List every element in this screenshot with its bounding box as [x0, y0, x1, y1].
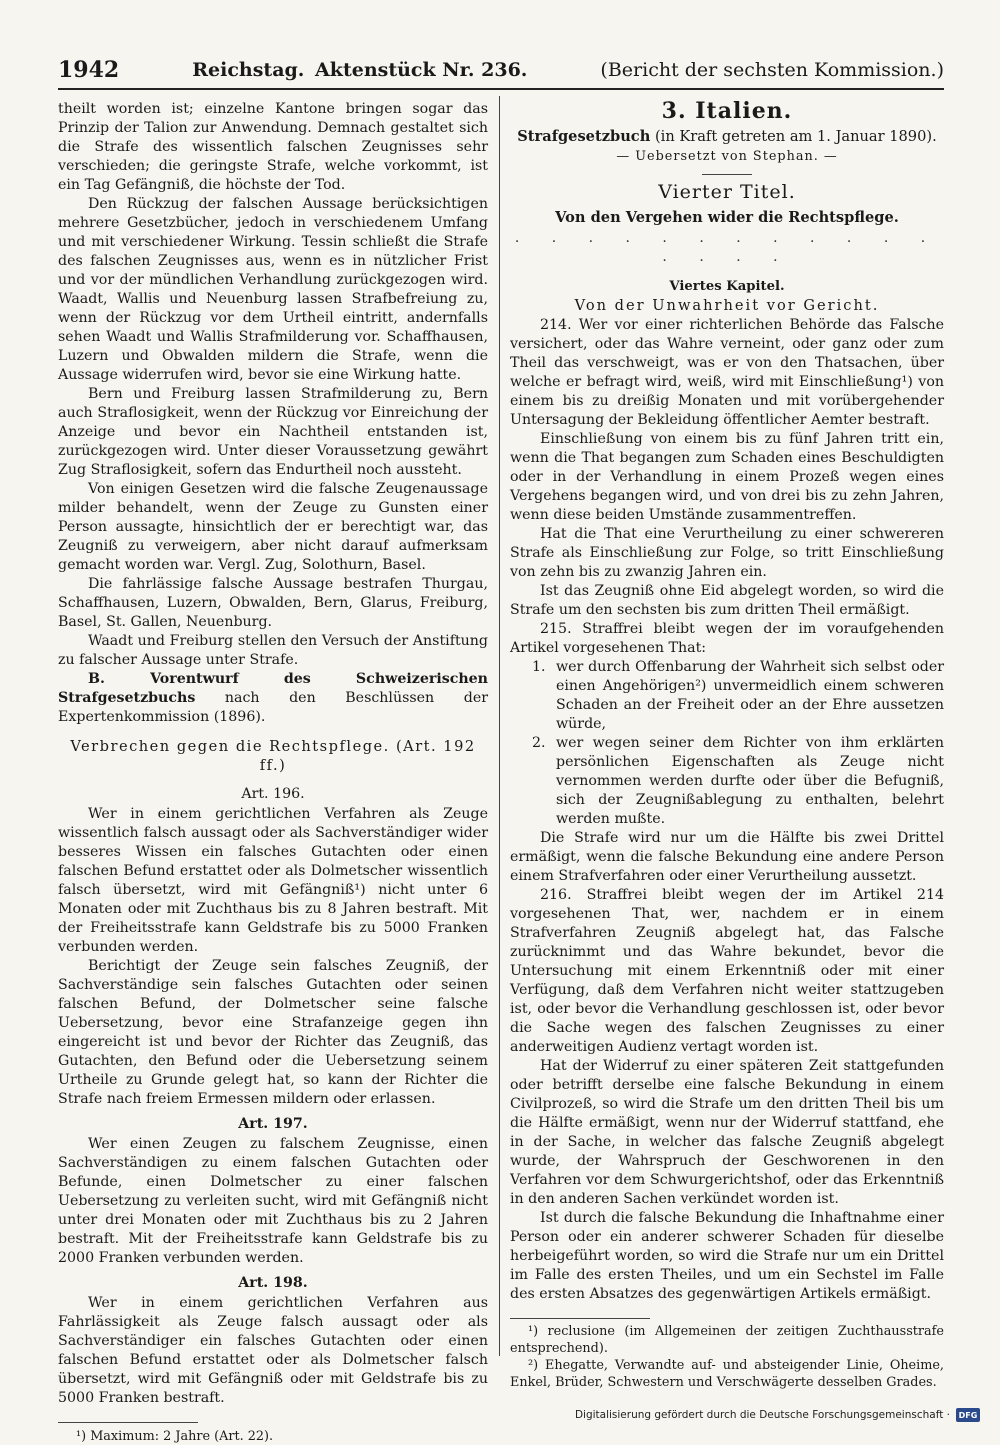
- paragraph: Die Strafe wird nur um die Hälfte bis zwei Drittel ermäßigt, wenn die falsche Bekundung eine andere Person einem Strafverfahren oder einer Verurtheilung aussetzt.: [510, 830, 944, 884]
- page-header: [58, 52, 944, 88]
- paragraph: Wer einen Zeugen zu falschem Zeugnisse, einen Sachverständigen zu einem falschen Gutachten oder Befunde, einen Dolmetscher zu einer falschen Uebersetzung zu verleiten sucht, wird mit Gefängniß nicht unter drei Monaten oder mit Zuchthaus bis zu 2 Jahren bestraft. Mit der Freiheitsstrafe kann Geldstrafe bis zu 2000 Franken verbunden werden.: [58, 1136, 488, 1266]
- law-name: Strafgesetzbuch: [517, 128, 651, 145]
- paragraph: 215. Straffrei bleibt wegen der im voraufgehenden Artikel vorgesehenen That:: [510, 621, 944, 656]
- numbered-list: [510, 658, 944, 829]
- header-rule: [58, 88, 944, 90]
- article-heading: Art. 196.: [241, 786, 305, 802]
- right-column: [510, 100, 944, 1391]
- paragraph: Berichtigt der Zeuge sein falsches Zeugniß, der Sachverständige sein falsches Gutachten oder seinen falschen Befund, der Dolmetscher seine falsche Uebersetzung, bevor eine Strafanzeige gegen ihn eingereicht ist und bevor der Richter das Zeugniß, das Gutachten, den Befund oder die Uebersetzung seinem Urtheile zu Grunde gelegt hat, so kann der Richter die Strafe nach freiem Ermessen mildern oder erlassen.: [58, 958, 488, 1107]
- article-heading: Art. 197.: [238, 1116, 308, 1132]
- divider: [702, 174, 752, 175]
- list-item: 2. wer wegen seiner dem Richter von ihm erklärten persönlichen Eigenschaften als Zeuge nicht vernommen werden durfte oder über die Befugniß, sich der Zeugnißablegung zu enthalten, belehrt werden mußte.: [550, 734, 944, 829]
- paragraph: Ist das Zeugniß ohne Eid abgelegt worden, so wird die Strafe um den sechsten bis zum dritten Theil ermäßigt.: [510, 583, 944, 618]
- left-column: [58, 100, 488, 1445]
- footnote-rule: [58, 1422, 198, 1423]
- footnote-text: ²) Ehegatte, Verwandte auf- und absteigender Linie, Oheime, Enkel, Brüder, Schwestern und Verschwägerte desselben Grades.: [510, 1358, 944, 1390]
- ellipsis-dots: · · · · · · · · · · · · · · · ·: [514, 234, 940, 269]
- paragraph: Hat der Widerruf zu einer späteren Zeit stattgefunden oder betrifft derselbe eine falsche Bekundung in einem Civilprozeß, so wird die Strafe um den dritten Theil bis um die Hälfte ermäßigt, wenn nur der Widerruf stattfand, ehe in der Sache, in welcher das falsche Zeugniß abgelegt wurde, der Wahrspruch der Geschworenen in den Verfahren vor dem Schwurgerichtshof, oder das Erkenntniß in den anderen Sachen verkündet worden ist.: [510, 1058, 944, 1207]
- footnote-rule: [510, 1318, 650, 1319]
- header-title-group: [192, 59, 527, 81]
- title-heading: Vierter Titel.: [658, 181, 796, 203]
- section-heading: 3. Italien.: [661, 98, 793, 124]
- chapter-subheading: Von der Unwahrheit vor Gericht.: [574, 297, 880, 314]
- section-b-rest: nach den Beschlüssen der Expertenkommission (1896).: [58, 690, 488, 725]
- paragraph: 216. Straffrei bleibt wegen der im Artikel 214 vorgesehenen That, wer, nachdem er in einem Strafverfahren Zeugniß abgelegt hat, das Falsche zurücknimmt und das Wahre bekundet, bevor die Untersuchung mit einem Erkenntniß oder mit einer Verfügung, daß dem Verfahren nicht weiter stattzugeben ist, oder bevor die Verhandlung geschlossen ist, oder bevor die Sache wegen des falschen Zeugnisses zu einer anderweitigen Audienz vertagt worden ist.: [510, 887, 944, 1055]
- footnote-text: ¹) reclusione (im Allgemeinen der zeitigen Zuchthausstrafe entsprechend).: [510, 1324, 944, 1356]
- paragraph: Die fahrlässige falsche Aussage bestrafen Thurgau, Schaffhausen, Luzern, Obwalden, Bern, Glarus, Freiburg, Basel, St. Gallen, Neuenburg.: [58, 576, 488, 630]
- paragraph: Einschließung von einem bis zu fünf Jahren tritt ein, wenn die That begangen zum Schaden eines Beschuldigten oder in der Verhandlung in einem Prozeß wegen eines Vergehens begangen wird, und von drei bis zu zehn Jahren, wenn diese beiden Umstände zusammentreffen.: [510, 431, 944, 523]
- chapter-heading: Viertes Kapitel.: [669, 279, 785, 294]
- paragraph: Wer in einem gerichtlichen Verfahren als Zeuge wissentlich falsch aussagt oder als Sachverständiger wider besseres Wissen ein falsches Gutachten oder einen falschen Befund erstattet oder als Dolmetscher wissentlich falsch übersetzt, wird mit Gefängniß¹) nicht unter 6 Monaten oder mit Zuchthaus bis zu 8 Jahren bestraft. Mit der Freiheitsstrafe kann Geldstrafe bis zu 5000 Franken verbunden werden.: [58, 806, 488, 955]
- law-date: (in Kraft getreten am 1. Januar 1890).: [654, 128, 937, 145]
- law-title: [510, 127, 944, 146]
- section-b-subtitle: Verbrechen gegen die Rechtspflege. (Art. 192 ff.): [70, 738, 476, 774]
- paragraph: 214. Wer vor einer richterlichen Behörde das Falsche versichert, oder das Wahre verneint, oder ganz oder zum Theil das verschweigt, was er von den Thatsachen, über welche er befragt wird, weiß, wird mit Einschließung¹) von einem bis zu dreißig Monaten und mit vorübergehender Untersagung der Bekleidung öffentlicher Aemter bestraft.: [510, 317, 944, 428]
- paragraph: Den Rückzug der falschen Aussage berücksichtigen mehrere Gesetzbücher, jedoch in verschiedenem Umfang und mit verschiedener Wirkung. Tessin schließt die Strafe des falschen Zeugnisses aus, wenn es in nützlicher Frist und vor der mündlichen Verhandlung zurückgezogen wird. Waadt, Wallis und Neuenburg lassen Strafbefreiung zu, wenn der Rückzug vor dem Urtheil eintritt, andernfalls sehen Waadt und Wallis Strafmilderung vor. Schaffhausen, Luzern und Obwalden mildern die Strafe, wenn die Aussage widerrufen wird, bevor sie eine Wirkung hatte.: [58, 196, 488, 383]
- article-heading: Art. 198.: [238, 1275, 308, 1291]
- paragraph: Hat die That eine Verurtheilung zu einer schwereren Strafe als Einschließung zur Folge, so tritt Einschließung von zehn bis zu zwanzig Jahren ein.: [510, 526, 944, 580]
- translator-note: — Uebersetzt von Stephan. —: [616, 149, 838, 164]
- paragraph: Ist durch die falsche Bekundung die Inhaftnahme einer Person oder ein anderer schwerer Schaden für dieselbe herbeigeführt worden, so wird die Strafe nur um ein Drittel im Falle des ersten Theiles, und um ein Sechstel im Falle des ersten Absatzes des gegenwärtigen Artikels ermäßigt.: [510, 1210, 944, 1302]
- footnote: [58, 1428, 488, 1445]
- title-subheading: Von den Vergehen wider die Rechtspflege.: [555, 209, 899, 226]
- digitization-footer: [575, 1408, 980, 1422]
- header-subtitle: (Bericht der sechsten Kommission.): [600, 59, 944, 81]
- section-b-heading: [58, 670, 488, 727]
- header-document: Aktenstück Nr. 236.: [315, 59, 528, 81]
- page-number: 1942: [58, 57, 120, 83]
- dfg-logo-icon: DFG: [956, 1408, 980, 1422]
- paragraph: Wer in einem gerichtlichen Verfahren aus Fahrlässigkeit als Zeuge falsch aussagt oder als Sachverständiger ein falsches Gutachten oder einen falschen Befund erstattet oder als Dolmetscher falsch übersetzt, wird mit Gefängniß oder mit Geldstrafe bis zu 5000 Franken bestraft.: [58, 1295, 488, 1406]
- footnotes: [510, 1323, 944, 1391]
- column-divider: [499, 96, 500, 1356]
- list-item: 1. wer durch Offenbarung der Wahrheit sich selbst oder einen Angehörigen²) unvermeidlich einem schweren Schaden an der Freiheit oder an der Ehre aussetzen würde,: [550, 658, 944, 734]
- footnote-text: ¹) Maximum: 2 Jahre (Art. 22).: [76, 1429, 274, 1444]
- paragraph: theilt worden ist; einzelne Kantone bringen sogar das Prinzip der Talion zur Anwendung. Demnach gestaltet sich die Strafe des wissentlich falschen Zeugnisses sehr verschieden; die geringste Strafe, welche vorkommt, ist ein Tag Gefängniß, die höchste der Tod.: [58, 101, 488, 193]
- paragraph: Bern und Freiburg lassen Strafmilderung zu, Bern auch Straflosigkeit, wenn der Rückzug vor Einreichung der Anzeige und bevor ein Nachtheil entstanden ist, zurückgezogen wird. Unter dieser Voraussetzung gewährt Zug Straflosigkeit, sofern das Endurtheil noch aussteht.: [58, 386, 488, 478]
- header-title: Reichstag.: [192, 59, 305, 81]
- paragraph: Waadt und Freiburg stellen den Versuch der Anstiftung zu falscher Aussage unter Strafe.: [58, 633, 488, 668]
- section-b-title: B. Vorentwurf des Schweizerischen Strafgesetzbuchs: [58, 671, 488, 706]
- paragraph: Von einigen Gesetzen wird die falsche Zeugenaussage milder behandelt, wenn der Zeuge zu Gunsten einer Person aussagte, hinsichtlich der er berechtigt war, das Zeugniß zu verweigern, aber nicht darauf aufmerksam gemacht worden war. Vergl. Zug, Solothurn, Basel.: [58, 481, 488, 573]
- footer-text: Digitalisierung gefördert durch die Deutsche Forschungsgemeinschaft ·: [574, 1409, 950, 1421]
